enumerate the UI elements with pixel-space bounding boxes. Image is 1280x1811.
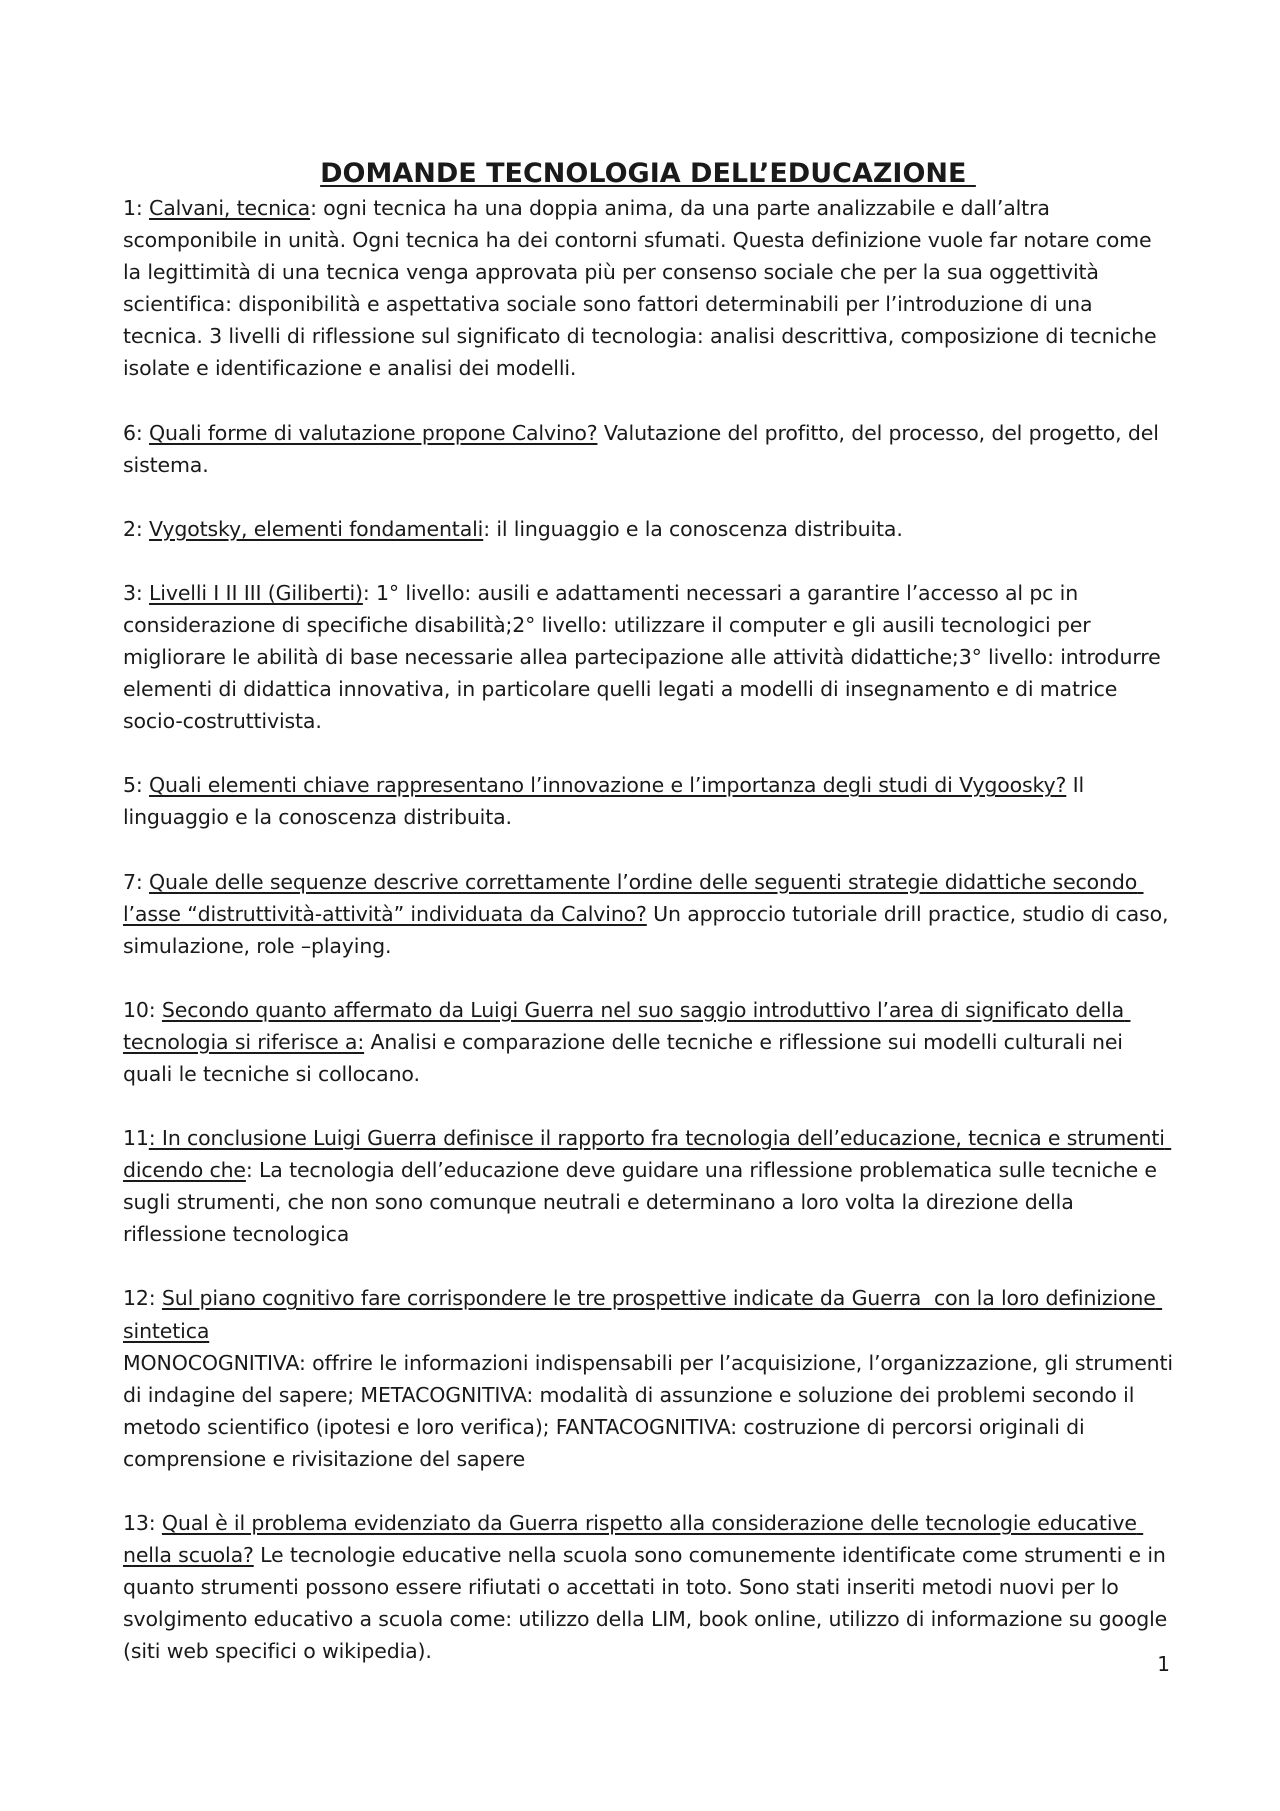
question-number: 6: (123, 420, 150, 445)
question-number: 1: (123, 196, 150, 220)
question-1 (123, 192, 1173, 385)
question-number: 10: (123, 997, 162, 1022)
question-12 (123, 1282, 1173, 1475)
question-7 (123, 866, 1173, 962)
question-answer: Le tecnologie educative nella scuola sono comunemente identificate come strumenti e in quanto strumenti possono essere rifiutati o accettati in toto. Sono stati inseriti metodi nuovi per lo svolgimento educativo a scuola come: utilizzo della LIM, book online, utilizzo di informazione su google (siti web specifici o wikipedia). (123, 1543, 1168, 1664)
question-number: 7: (123, 869, 150, 894)
question-number: 13: (123, 1511, 162, 1535)
question-answer: : La tecnologia dell’educazione deve guidare una riflessione problematica sulle tecniche e sugli strumenti, che non sono comunque neutrali e determinano a loro volta la direzione della riflessione tecnologica (123, 1158, 1157, 1247)
question-2 (123, 513, 1173, 545)
question-answer: Il linguaggio e la conoscenza distribuita. (123, 773, 1085, 830)
question-answer: Un approccio tutoriale drill practice, studio di caso, simulazione, role –playing. (123, 901, 1169, 958)
question-topic: Quali forme di valutazione propone Calvino? (149, 420, 598, 445)
question-topic: Qual è il problema evidenziato da Guerra rispetto alla considerazione delle tecnologie educative nella scuola? (123, 1511, 1144, 1568)
question-number: 2: (123, 516, 150, 541)
document-title: DOMANDE TECNOLOGIA DELL’EDUCAZIONE (320, 158, 976, 189)
question-topic: Quale delle sequenze descrive correttamente l’ordine delle seguenti strategie didattiche secondo l’asse “distruttività-attività” individuata da Calvino? (123, 869, 1144, 926)
question-answer: : il linguaggio e la conoscenza distribuita. (483, 516, 903, 541)
question-topic: Sul piano cognitivo fare corrispondere le tre prospettive indicate da Guerra con la loro definizione sintetica (123, 1286, 1163, 1343)
question-answer: Valutazione del profitto, del processo, del progetto, del sistema. (123, 420, 1159, 477)
question-6 (123, 417, 1173, 481)
question-5 (123, 769, 1173, 833)
question-topic: Vygotsky, elementi fondamentali (149, 516, 484, 541)
question-number: 11 (123, 1126, 149, 1151)
page-number: 1 (1157, 1652, 1170, 1676)
question-number: 5: (123, 773, 150, 798)
question-answer: : 1° livello: ausili e adattamenti necessari a garantire l’accesso al pc in considerazione di specifiche disabilità;2° livello: utilizzare il computer e gli ausili tecnologici per migliorare le abilità di base necessarie allea partecipazione alle attività didattiche;3° livello: introdurre elementi di didattica innovativa, in particolare quelli legati a modelli di insegnamento e di matrice socio-costruttivista. (123, 580, 1161, 734)
question-topic: : In conclusione Luigi Guerra definisce il rapporto fra tecnologia dell’educazione, tecnica e strumenti dicendo che (123, 1126, 1172, 1183)
question-3 (123, 577, 1173, 737)
question-10 (123, 994, 1173, 1090)
question-number: 3: (123, 580, 150, 605)
question-topic: Quali elementi chiave rappresentano l’innovazione e l’importanza degli studi di Vygoosky? (149, 773, 1067, 798)
document-body (123, 156, 1173, 1699)
question-number: 12: (123, 1286, 162, 1311)
question-topic: Livelli I II III (Giliberti) (149, 580, 363, 605)
question-answer: MONOCOGNITIVA: offrire le informazioni indispensabili per l’acquisizione, l’organizzazione, gli strumenti di indagine del sapere; METACOGNITIVA: modalità di assunzione e soluzione dei problemi secondo il metodo scientifico (ipotesi e loro verifica); FANTACOGNITIVA: costruzione di percorsi originali di comprensione e rivisitazione del sapere (123, 1350, 1173, 1471)
question-topic: Calvani, tecnica (149, 196, 311, 220)
question-topic: Secondo quanto affermato da Luigi Guerra nel suo saggio introduttivo l’area di significato della tecnologia si riferisce a: (123, 997, 1131, 1054)
question-13 (123, 1507, 1173, 1667)
question-11 (123, 1122, 1173, 1250)
question-answer: Analisi e comparazione delle tecniche e riflessione sui modelli culturali nei quali le tecniche si collocano. (123, 1029, 1123, 1086)
question-answer: : ogni tecnica ha una doppia anima, da una parte analizzabile e dall’altra scomponibile in unità. Ogni tecnica ha dei contorni sfumati. Questa definizione vuole far notare come la legittimità di una tecnica venga approvata più per consenso sociale che per la sua oggettività scientifica: disponibilità e aspettativa sociale sono fattori determinabili per l’introduzione di una tecnica. 3 livelli di riflessione sul significato di tecnologia: analisi descrittiva, composizione di tecniche isolate e identificazione e analisi dei modelli. (123, 196, 1157, 381)
